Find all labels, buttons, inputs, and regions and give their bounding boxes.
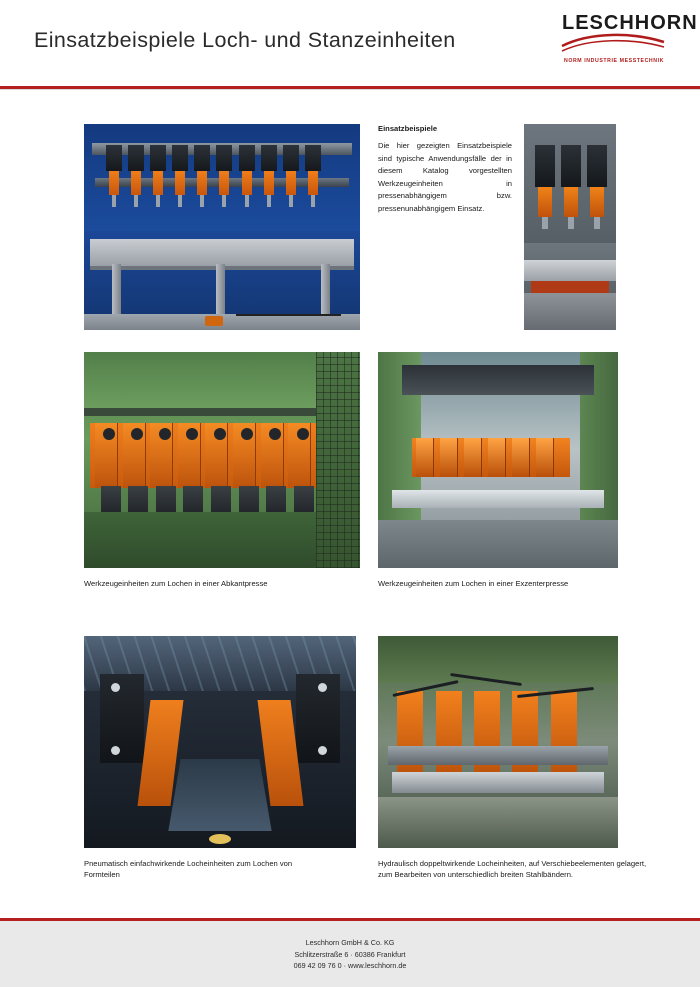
figure-abkantpresse xyxy=(84,352,360,568)
logo-swoosh-icon xyxy=(560,30,668,52)
sheet-metal xyxy=(392,490,603,507)
safety-mesh xyxy=(316,352,360,568)
foot-pedal xyxy=(205,316,223,326)
intro-heading: Einsatzbeispiele xyxy=(378,124,438,133)
floor xyxy=(524,293,616,330)
floor xyxy=(378,797,618,848)
cable xyxy=(236,314,341,316)
figure-hydraulische-locheinheiten xyxy=(378,636,618,848)
figure-tool-units-detail xyxy=(524,124,616,330)
tool-block-left xyxy=(100,674,144,763)
machine-table xyxy=(90,239,355,266)
page-footer xyxy=(0,921,700,987)
highlight-spot xyxy=(209,834,231,844)
logo-wordmark: LESCHHORN xyxy=(562,12,698,34)
header-divider xyxy=(0,89,700,90)
company-logo xyxy=(560,12,698,72)
logo-tagline: NORM INDUSTRIE MESSTECHNIK xyxy=(563,58,665,64)
footer-street: Schlitzerstraße 6 · 60386 Frankfurt xyxy=(294,949,406,959)
footer-contact: 069 42 09 76 0 · www.leschhorn.de xyxy=(293,961,407,970)
figure-caption-abkantpresse: Werkzeugeinheiten zum Lochen in einer Abkantpresse xyxy=(84,579,268,588)
footer-address xyxy=(0,937,700,972)
page-header xyxy=(0,0,700,86)
page-title: Einsatzbeispiele Loch- und Stanzeinheiten xyxy=(34,28,456,52)
conveyor xyxy=(168,759,271,831)
figure-caption-exzenterpresse: Werkzeugeinheiten zum Lochen in einer Exzenterpresse xyxy=(378,579,569,588)
figure-caption-pneumatische-locheinheiten: Pneumatisch einfachwirkende Locheinheiten zum Lochen von Formteilen xyxy=(84,859,293,879)
figure-punching-line-blue-press xyxy=(84,124,360,330)
footer-company: Leschhorn GmbH & Co. KG xyxy=(305,938,395,947)
press-ram xyxy=(402,365,594,395)
work-bench xyxy=(524,260,616,281)
floor xyxy=(378,520,618,568)
figure-caption-hydraulische-locheinheiten: Hydraulisch doppeltwirkende Locheinheiten, auf Verschiebeelementen gelagert, zum Bearbeiten von unterschiedlich breiten Stahlbändern. xyxy=(378,859,647,879)
intro-text-block xyxy=(378,124,512,216)
figure-pneumatische-locheinheiten xyxy=(84,636,356,848)
red-base-plate xyxy=(531,281,608,293)
machine-upper-frame xyxy=(378,636,618,683)
intro-paragraph: Die hier gezeigten Einsatzbeispiele sind typische Anwendungsfälle der in diesem Katalog vorgestellten Werkzeugeinheiten in pressenabhängigem bzw. pressenunabhängigem Einsatz. xyxy=(378,141,512,213)
slide-element-rail xyxy=(388,746,609,765)
figure-exzenterpresse xyxy=(378,352,618,568)
steel-strip xyxy=(392,772,603,793)
